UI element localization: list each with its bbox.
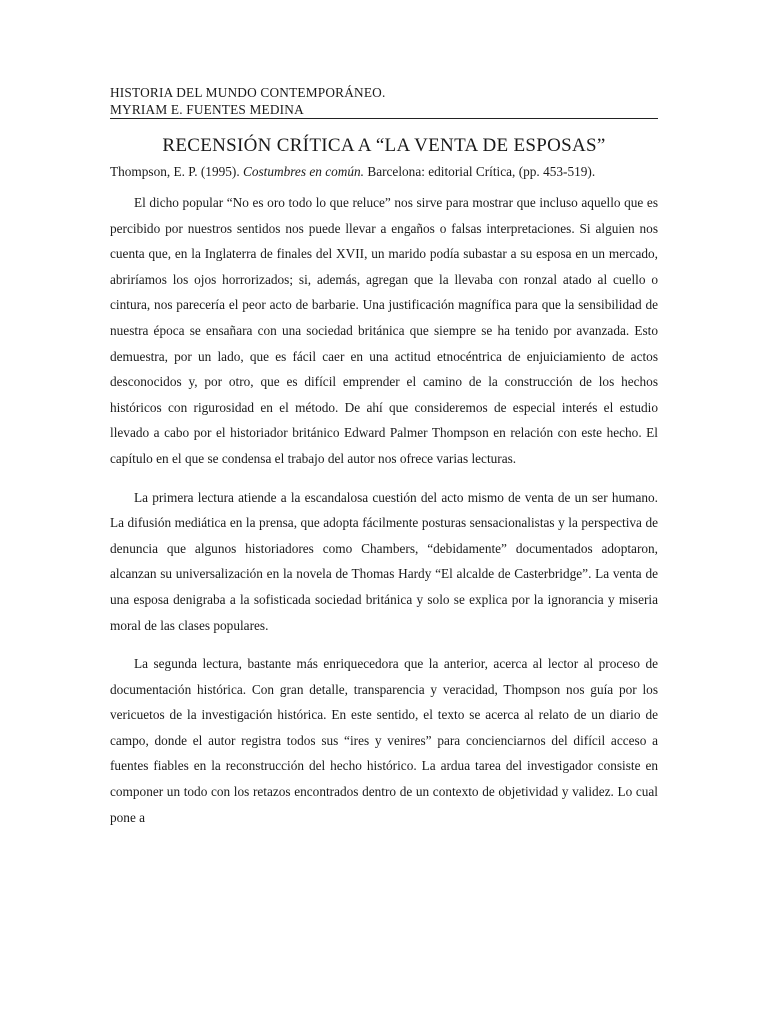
paragraph-3: La segunda lectura, bastante más enriquecedora que la anterior, acerca al lector al proceso de documentación histórica. Con gran detalle, transparencia y veracidad, Thompson nos guía por los vericuetos de la investigación histórica. En este sentido, el texto se acerca al relato de un diario de campo, donde el autor registra todos sus “ires y venires” para concienciarnos del difícil acceso a fuentes fiables en la reconstrucción del hecho histórico. La ardua tarea del investigador consiste en componer un todo con los retazos encontrados dentro de un contexto de objetividad y validez. Lo cual pone a bbox=[110, 656, 658, 825]
document-header bbox=[110, 84, 658, 119]
course-title: HISTORIA DEL MUNDO CONTEMPORÁNEO. bbox=[110, 85, 386, 100]
document-page bbox=[110, 0, 658, 843]
body-text bbox=[110, 190, 658, 830]
document-title: RECENSIÓN CRÍTICA A “LA VENTA DE ESPOSAS” bbox=[162, 135, 606, 156]
bibliographic-citation bbox=[110, 163, 658, 180]
paragraph-1: El dicho popular “No es oro todo lo que reluce” nos sirve para mostrar que incluso aquello que es percibido por nuestros sentidos nos puede llevar a engaños o falsas interpretaciones. Si alguien nos cuenta que, en la Inglaterra de finales del XVII, un marido podía subastar a su esposa en un mercado, abriríamos los ojos horrorizados; si, además, agregan que la llevaba con ronzal atado al cuello o cintura, nos parecería el peor acto de barbarie. Una justificación magnífica para que la sensibilidad de nuestra época se ensañara con una sociedad británica que siempre se ha tenido por avanzada. Esto demuestra, por un lado, que es fácil caer en una actitud etnocéntrica de enjuiciamiento de actos desconocidos y, por otro, que es difícil emprender el camino de la construcción de los hechos históricos con rigurosidad en el método. De ahí que consideremos de especial interés el estudio llevado a cabo por el historiador británico Edward Palmer Thompson en relación con este hecho. El capítulo en el que se condensa el trabajo del autor nos ofrece varias lecturas. bbox=[110, 195, 658, 466]
paragraph-2: La primera lectura atiende a la escandalosa cuestión del acto mismo de venta de un ser humano. La difusión mediática en la prensa, que adopta fácilmente posturas sensacionalistas y la perspectiva de denuncia que algunos historiadores como Chambers, “debidamente” documentados adoptaron, alcanzan su universalización en la novela de Thomas Hardy “El alcalde de Casterbridge”. La venta de una esposa denigraba a la sofisticada sociedad británica y solo se explica por la ignorancia y miseria moral de las clases populares. bbox=[110, 489, 658, 633]
citation-book-title: Costumbres en común. bbox=[242, 164, 364, 179]
author-name: MYRIAM E. FUENTES MEDINA bbox=[110, 102, 304, 117]
citation-publisher-pages: Barcelona: editorial Crítica, (pp. 453-519). bbox=[364, 164, 596, 179]
citation-author-year: Thompson, E. P. (1995). bbox=[110, 164, 243, 179]
